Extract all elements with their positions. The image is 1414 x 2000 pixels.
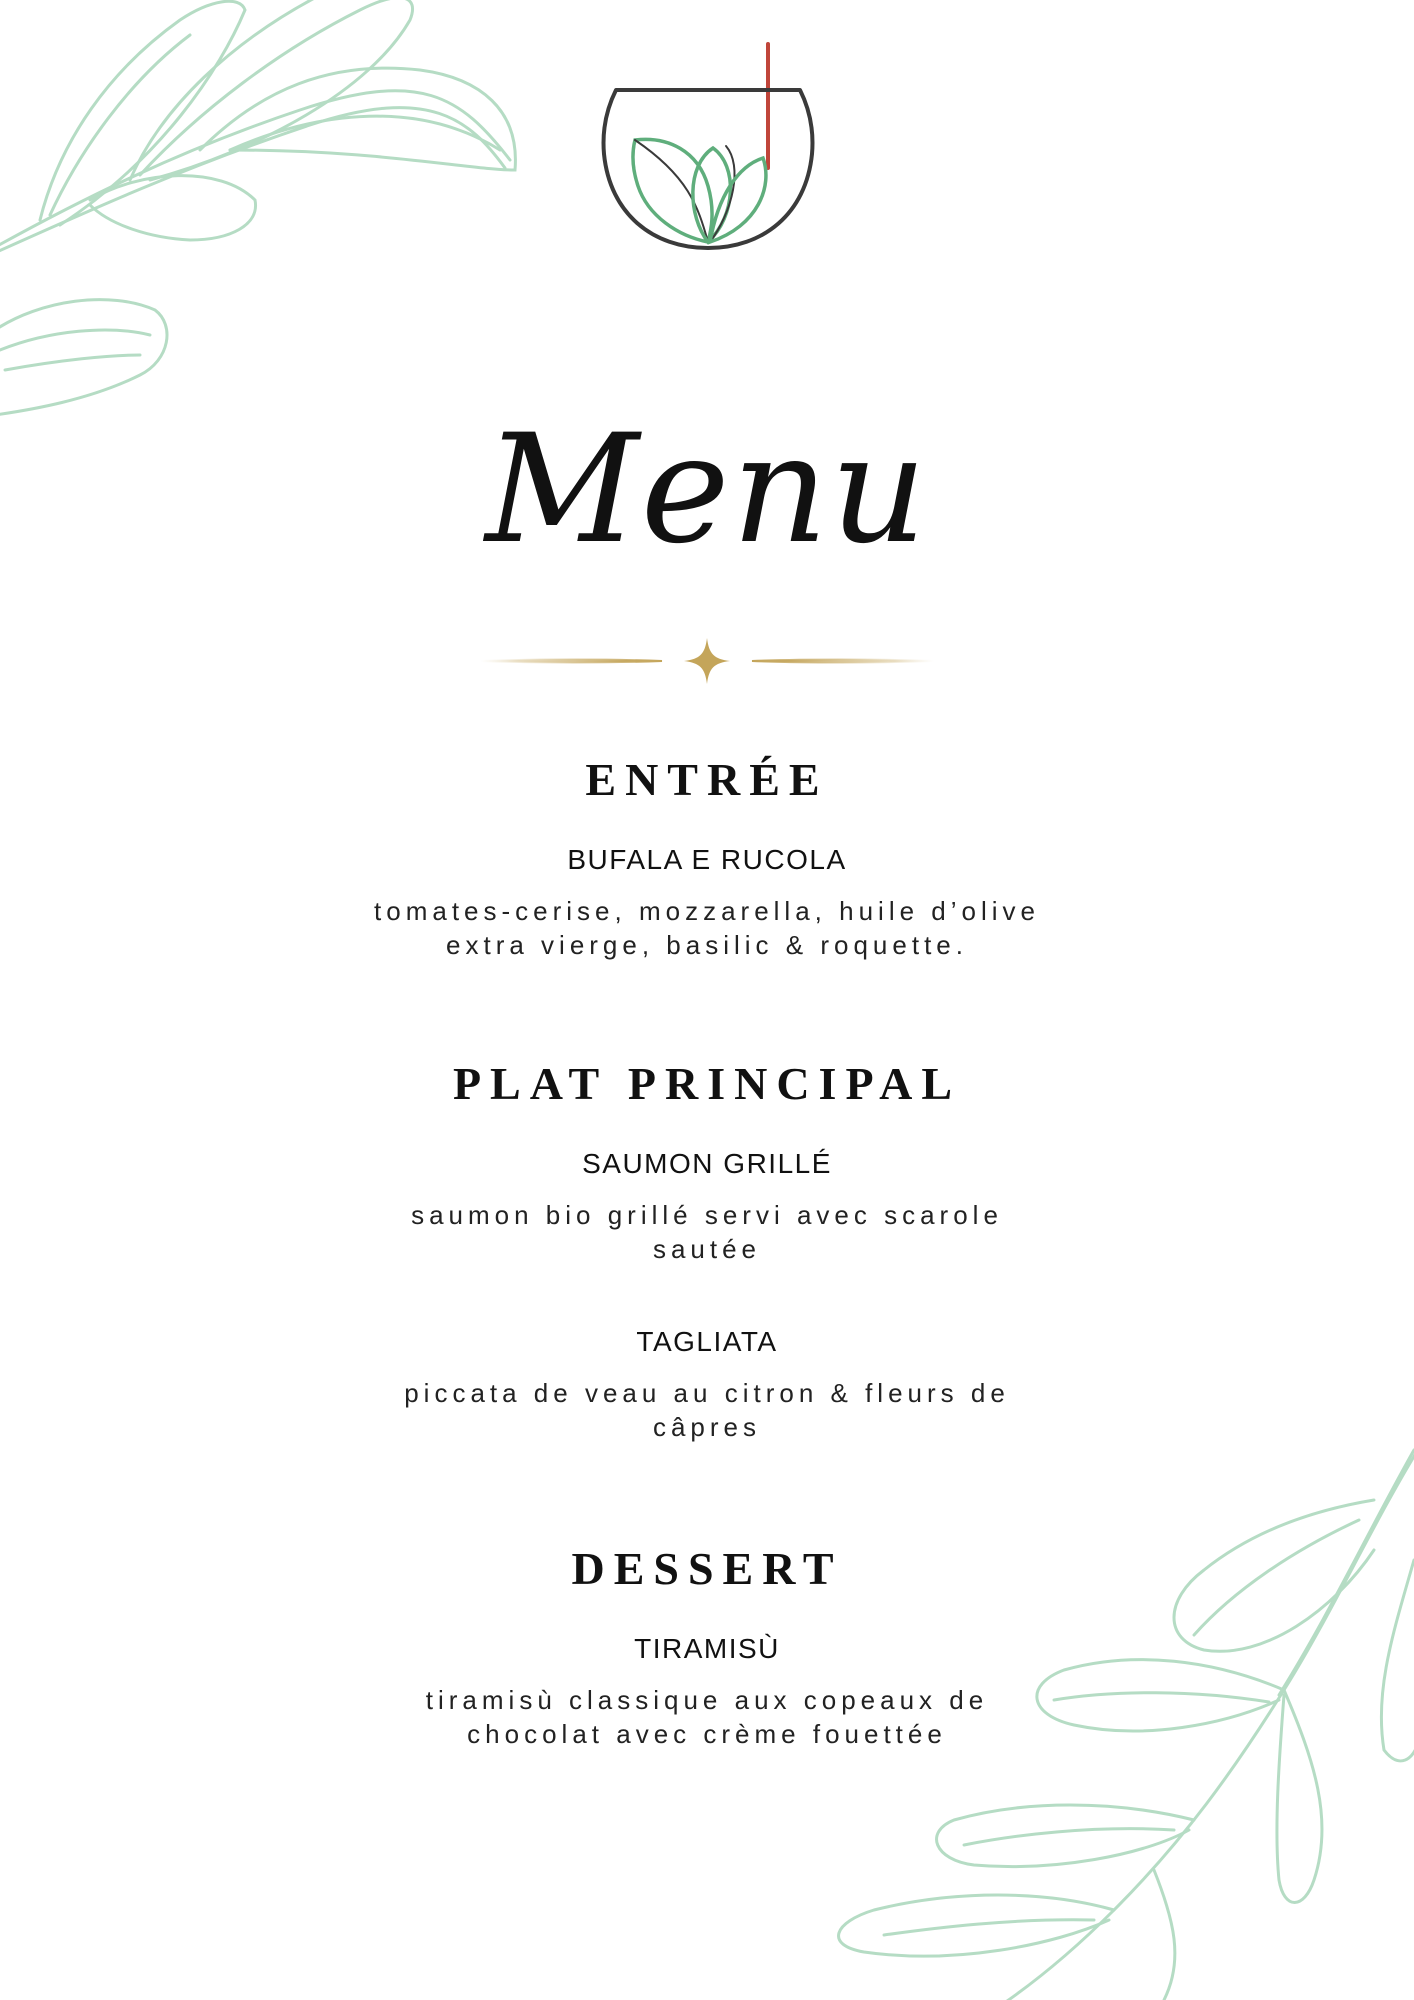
section-dessert [0, 1541, 1414, 1751]
dish-name: BUFALA E RUCOLA [567, 844, 847, 875]
dish-item [0, 842, 1414, 962]
dish-item [0, 1324, 1414, 1444]
four-point-star-icon [480, 634, 934, 688]
section-title: DESSERT [571, 1543, 843, 1594]
dish-description: saumon bio grillé servi avec scarole sautée [411, 1200, 1003, 1264]
section-title: PLAT PRINCIPAL [452, 1058, 962, 1109]
dish-item [0, 1146, 1414, 1266]
leaf-branch-icon [0, 0, 540, 430]
dish-name: TAGLIATA [636, 1326, 778, 1357]
section-entree [0, 752, 1414, 962]
dish-description: tiramisù classique aux copeaux de chocolat avec crème fouettée [425, 1685, 989, 1749]
dish-name: SAUMON GRILLÉ [582, 1148, 832, 1179]
section-title: ENTRÉE [585, 754, 829, 805]
dish-description: piccata de veau au citron & fleurs de câpres [404, 1378, 1010, 1442]
glass-with-leaves-icon [598, 36, 818, 261]
dish-description: tomates-cerise, mozzarella, huile d’olive extra vierge, basilic & roquette. [374, 896, 1040, 960]
dish-name: TIRAMISÙ [634, 1633, 780, 1664]
dish-item [0, 1631, 1414, 1751]
section-plat-principal [0, 1056, 1414, 1444]
menu-title: Menu [485, 403, 929, 577]
